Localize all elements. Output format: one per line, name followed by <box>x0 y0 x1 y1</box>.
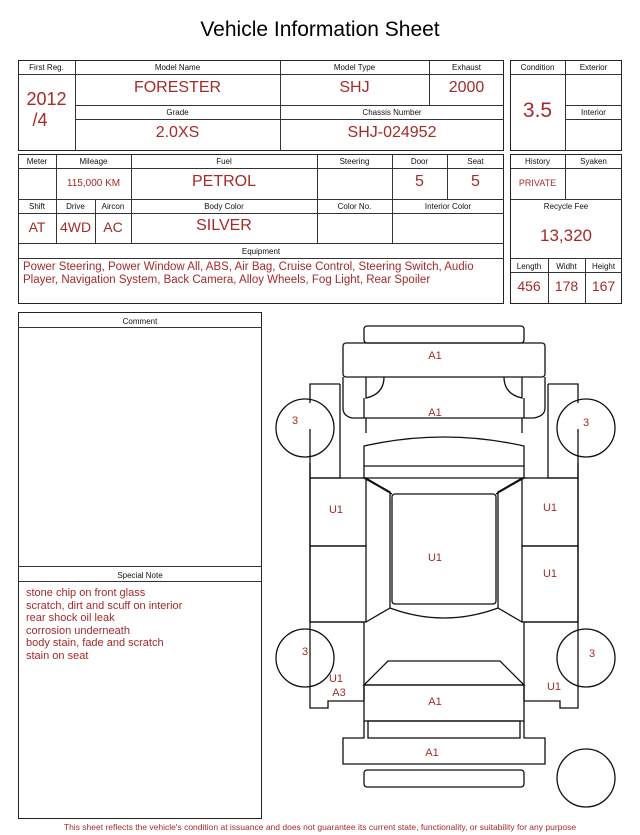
door-label: Door <box>410 157 429 166</box>
seat-label: Seat <box>467 157 484 166</box>
spare-tire <box>557 749 615 807</box>
recycle-fee-value: 13,320 <box>540 226 592 245</box>
height-value: 167 <box>591 278 616 294</box>
comment-label: Comment <box>122 317 158 326</box>
interior-color-label: Interior Color <box>424 202 472 211</box>
body-color-value: SILVER <box>196 217 252 234</box>
model-type-label: Model Type <box>333 63 376 72</box>
roof-outline <box>364 478 524 492</box>
height-label: Height <box>591 262 616 271</box>
steering-label: Steering <box>339 157 370 166</box>
grade-value: 2.0XS <box>155 124 200 141</box>
mileage-value: 115,000 KM <box>66 178 121 189</box>
mark-right-rear-door: U1 <box>542 568 558 580</box>
fuel-value: PETROL <box>191 173 256 190</box>
syaken-label: Syaken <box>580 157 607 166</box>
front-bumper-outline <box>364 326 524 343</box>
rear-right-tire <box>557 629 615 687</box>
mark-front-right-tire: 3 <box>582 417 590 429</box>
car-damage-diagram <box>268 318 624 818</box>
hood-outline <box>343 377 545 418</box>
mark-front-left-tire: 3 <box>291 415 299 427</box>
length-value: 456 <box>517 278 541 294</box>
mark-left-rear-quarter-2: A3 <box>332 687 346 699</box>
first-reg-year: 2012 <box>26 89 67 109</box>
special-note-list <box>26 587 258 662</box>
recycle-fee-label: Recycle Fee <box>543 202 589 211</box>
interior-label: Interior <box>581 108 606 117</box>
model-name-value: FORESTER <box>133 79 222 96</box>
meter-label: Meter <box>26 157 48 166</box>
rear-left-tire <box>276 629 334 687</box>
mark-left-rear-quarter-1: U1 <box>328 673 344 685</box>
exhaust-label: Exhaust <box>452 63 481 72</box>
aircon-label: Aircon <box>101 202 125 211</box>
shift-label: Shift <box>28 202 45 211</box>
mileage-label: Mileage <box>79 157 108 166</box>
color-no-label: Color No. <box>337 202 372 211</box>
tailgate-outline <box>364 661 524 685</box>
first-reg-label: First Reg. <box>29 63 64 72</box>
length-label: Length <box>516 262 542 271</box>
exterior-label: Exterior <box>579 63 608 72</box>
drive-label: Drive <box>66 202 85 211</box>
mark-front-bumper: A1 <box>428 350 442 362</box>
mark-tailgate: A1 <box>428 696 442 708</box>
special-note-line: body stain, fade and scratch <box>26 637 164 649</box>
mark-rear-right-tire: 3 <box>588 648 596 660</box>
width-label: Widht <box>556 262 577 271</box>
special-note-label: Special Note <box>117 571 163 580</box>
mark-hood: A1 <box>428 407 442 419</box>
chassis-label: Chassis Number <box>362 108 422 117</box>
fuel-label: Fuel <box>216 157 232 166</box>
seat-value: 5 <box>471 173 480 190</box>
mark-rear-bumper: A1 <box>425 747 439 759</box>
special-note-line: corrosion underneath <box>26 624 130 637</box>
model-name-label: Model Name <box>154 63 201 72</box>
history-value: PRIVATE <box>518 178 557 188</box>
page-title: Vehicle Information Sheet <box>200 18 440 41</box>
drive-value: 4WD <box>59 219 92 235</box>
mark-rear-left-tire: 3 <box>301 646 309 658</box>
shift-value: AT <box>28 219 46 235</box>
mark-right-rear-quarter: U1 <box>546 681 562 693</box>
mark-roof: U1 <box>427 552 443 564</box>
equipment-label: Equipment <box>241 247 281 256</box>
grade-label: Grade <box>166 108 189 117</box>
condition-label: Condition <box>520 63 555 72</box>
front-left-tire <box>276 399 334 457</box>
aircon-value: AC <box>103 219 123 235</box>
exhaust-value: 2000 <box>448 79 485 96</box>
first-reg-month: /4 <box>32 110 48 130</box>
special-note-line: stone chip on front glass <box>26 587 146 599</box>
special-note-line: stain on seat <box>26 649 89 662</box>
equipment-list: Power Steering, Power Window All, ABS, Air Bag, Cruise Control, Steering Switch, Audio Player, Navigation System, Back Camera, Alloy Wheels, Fog Light, Rear Spoiler <box>23 261 474 286</box>
chassis-value: SHJ-024952 <box>347 124 437 141</box>
width-value: 178 <box>554 278 579 294</box>
rear-bumper-outline <box>364 770 524 787</box>
disclaimer-footer: This sheet reflects the vehicle's condition at issuance and does not guarantee its current state, functionality, or suitability for any purpose <box>63 822 577 832</box>
body-color-label: Body Color <box>204 202 244 211</box>
mark-right-front-door: U1 <box>542 502 558 514</box>
condition-score: 3.5 <box>522 99 553 122</box>
door-value: 5 <box>415 173 424 190</box>
special-note-line: scratch, dirt and scuff on interior <box>26 599 183 612</box>
mark-left-front-door: U1 <box>328 504 344 516</box>
history-label: History <box>525 157 550 166</box>
special-note-line: rear shock oil leak <box>26 612 115 624</box>
model-type-value: SHJ <box>339 79 370 96</box>
